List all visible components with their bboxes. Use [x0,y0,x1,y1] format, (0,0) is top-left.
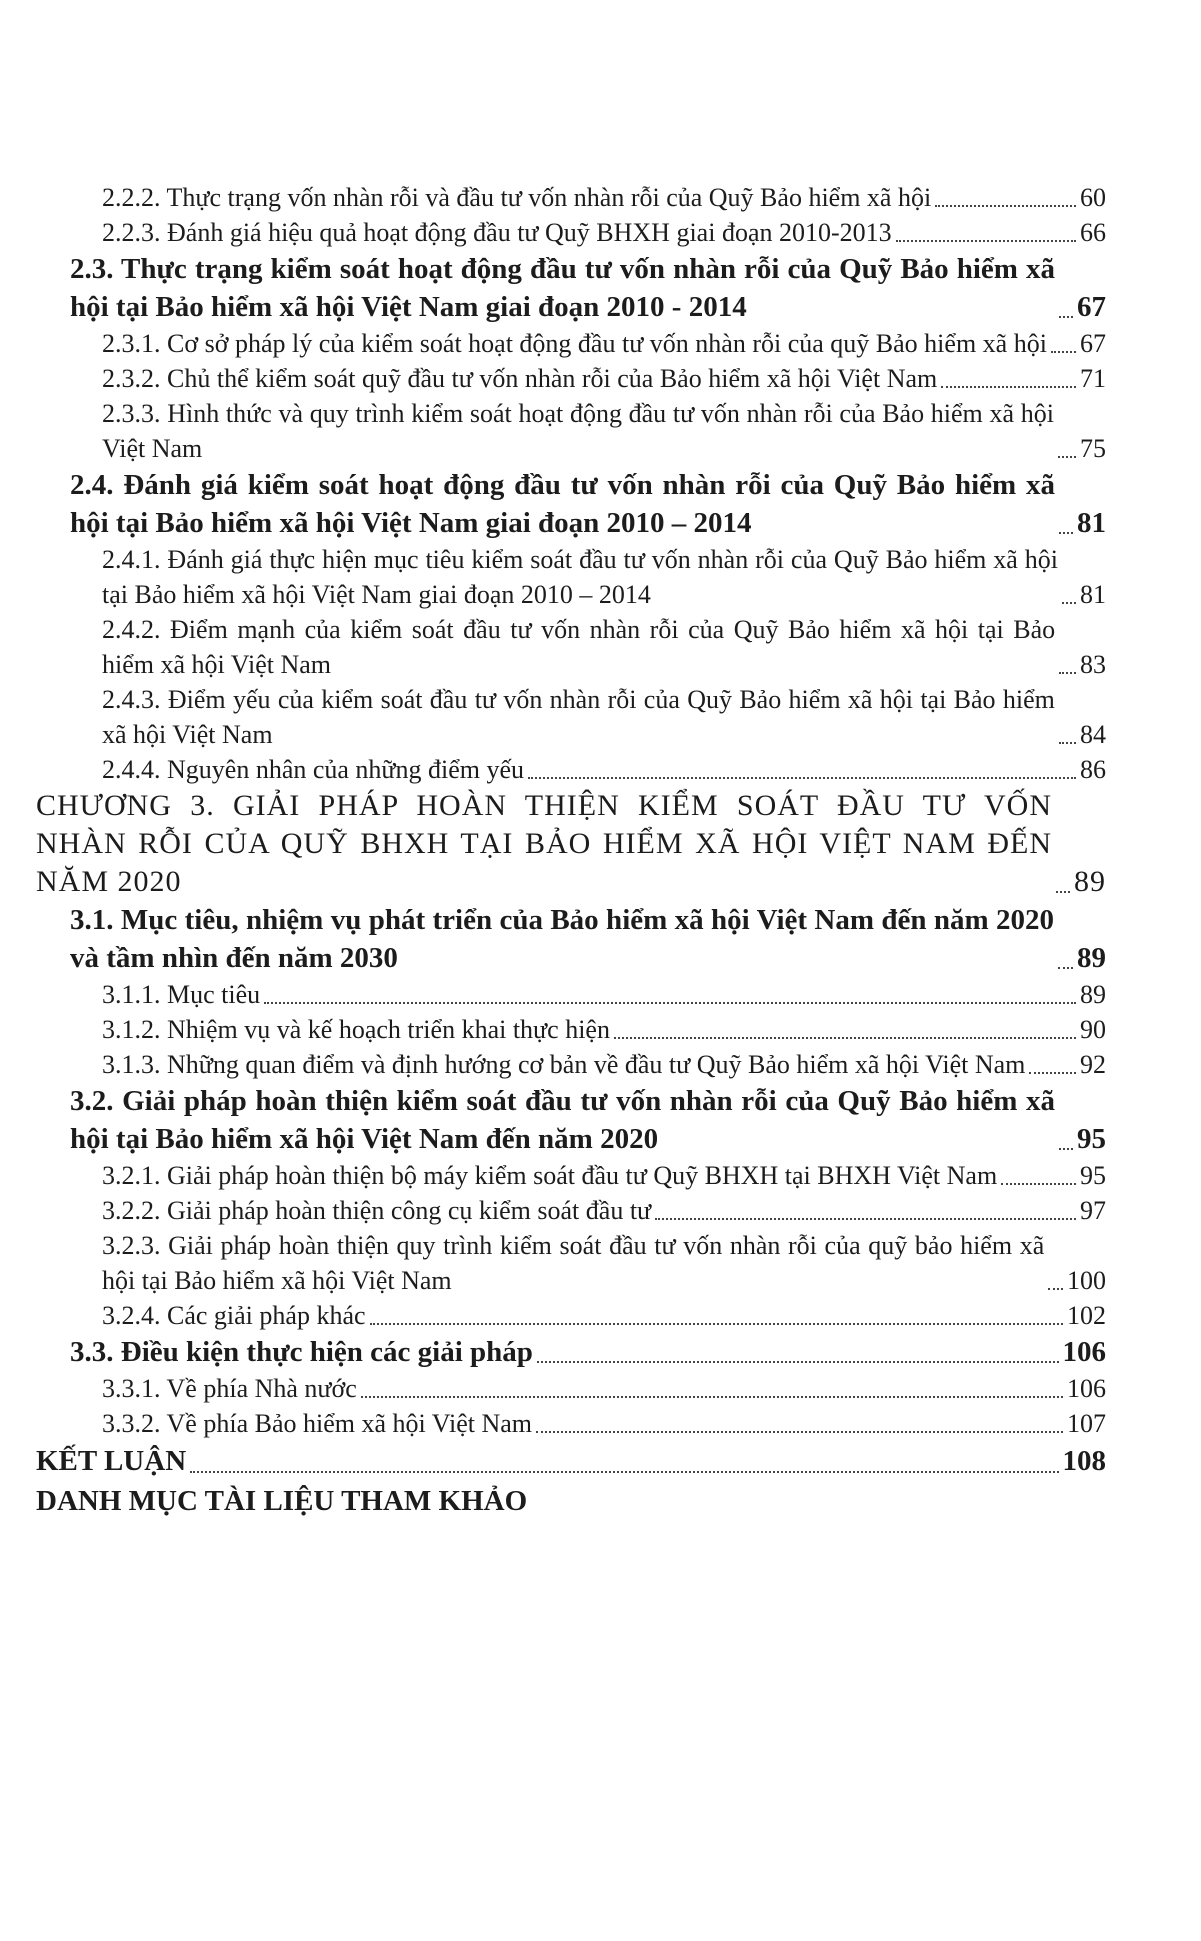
dot-leader [361,1396,1063,1398]
toc-entry[interactable] [36,1193,1106,1228]
toc-entry-title: KẾT LUẬN [36,1445,187,1477]
toc-entry-title: 2.3. Thực trạng kiểm soát hoạt động đầu tư vốn nhàn rỗi của Quỹ Bảo hiểm xã hội tại Bảo hiểm xã hội Việt Nam giai đoạn 2010 - 2014 [70,253,1055,323]
toc-entry-title: 3.1. Mục tiêu, nhiệm vụ phát triển của Bảo hiểm xã hội Việt Nam đến năm 2020 và tầm nhìn đến năm 2030 [70,904,1055,974]
dot-leader [1058,967,1073,969]
dot-leader [1059,316,1073,318]
toc-entry-title: 3.3. Điều kiện thực hiện các giải pháp [70,1336,533,1368]
toc-entry-title: 2.3.1. Cơ sở pháp lý của kiểm soát hoạt động đầu tư vốn nhàn rỗi của quỹ Bảo hiểm xã hội [102,329,1047,358]
toc-entry-title: 3.3.1. Về phía Nhà nước [102,1374,357,1403]
toc-page-number: 95 [1080,1161,1106,1190]
toc-entry-title: 3.2. Giải pháp hoàn thiện kiểm soát đầu tư vốn nhàn rỗi của Quỹ Bảo hiểm xã hội tại Bảo hiểm xã hội Việt Nam đến năm 2020 [70,1085,1055,1155]
toc-entry-title: 3.2.4. Các giải pháp khác [102,1301,366,1330]
dot-leader [1029,1072,1076,1074]
dot-leader [614,1037,1076,1039]
toc-page-number: 83 [1080,650,1106,679]
toc-entry[interactable] [36,180,1106,215]
toc-page-number: 102 [1067,1301,1106,1330]
table-of-contents [36,180,1106,1521]
toc-entry-title: 2.3.3. Hình thức và quy trình kiểm soát hoạt động đầu tư vốn nhàn rỗi của Bảo hiểm xã hội Việt Nam [102,399,1054,463]
toc-page-number: 66 [1080,218,1106,247]
toc-page-number: 89 [1080,980,1106,1009]
dot-leader [1059,672,1076,674]
toc-page-number: 67 [1077,291,1106,323]
toc-page-number: 92 [1080,1050,1106,1079]
dot-leader [1059,742,1076,744]
toc-page-number: 106 [1062,1336,1106,1368]
toc-page-number: 90 [1080,1015,1106,1044]
toc-chapter-heading[interactable] [36,1441,1106,1481]
toc-page-number: 107 [1067,1409,1106,1438]
dot-leader [537,1361,1059,1363]
toc-entry[interactable] [36,612,1106,682]
toc-entry[interactable] [36,1158,1106,1193]
toc-entry-title: 2.4.1. Đánh giá thực hiện mục tiêu kiểm soát đầu tư vốn nhàn rỗi của Quỹ Bảo hiểm xã hội tại Bảo hiểm xã hội Việt Nam giai đoạn 2010 – 2014 [102,545,1058,609]
toc-section-heading[interactable] [36,466,1106,542]
toc-entry[interactable] [36,542,1106,612]
dot-leader [935,205,1076,207]
dot-leader [1001,1183,1076,1185]
toc-section-heading[interactable] [36,1333,1106,1371]
toc-entry-title: 3.2.2. Giải pháp hoàn thiện công cụ kiểm soát đầu tư [102,1196,652,1225]
toc-entry[interactable] [36,752,1106,787]
toc-page-number: 81 [1077,507,1106,539]
toc-entry-title: 3.1.1. Mục tiêu [102,980,261,1009]
toc-page-number: 108 [1062,1445,1106,1477]
dot-leader [1058,456,1076,458]
toc-entry[interactable] [36,215,1106,250]
dot-leader [190,1471,1058,1473]
toc-entry-title: 2.2.2. Thực trạng vốn nhàn rỗi và đầu tư vốn nhàn rỗi của Quỹ Bảo hiểm xã hội [102,183,932,212]
dot-leader [370,1323,1063,1325]
toc-entry-title: 2.4.2. Điểm mạnh của kiểm soát đầu tư vốn nhàn rỗi của Quỹ Bảo hiểm xã hội tại Bảo hiểm xã hội Việt Nam [102,615,1056,679]
toc-page-number: 84 [1080,720,1106,749]
toc-page-number: 95 [1077,1123,1106,1155]
dot-leader [1048,1288,1063,1290]
toc-entry-title: 2.2.3. Đánh giá hiệu quả hoạt động đầu tư Quỹ BHXH giai đoạn 2010-2013 [102,218,892,247]
dot-leader [1059,532,1073,534]
toc-entry[interactable] [36,1298,1106,1333]
dot-leader [1051,351,1076,353]
toc-entry[interactable] [36,1228,1106,1298]
toc-page-number: 97 [1080,1196,1106,1225]
toc-entry[interactable] [36,396,1106,466]
toc-entry-title: 2.4.3. Điểm yếu của kiểm soát đầu tư vốn nhàn rỗi của Quỹ Bảo hiểm xã hội tại Bảo hiểm xã hội Việt Nam [102,685,1055,749]
toc-section-heading[interactable] [36,901,1106,977]
toc-entry-title: 2.4. Đánh giá kiểm soát hoạt động đầu tư vốn nhàn rỗi của Quỹ Bảo hiểm xã hội tại Bảo hiểm xã hội Việt Nam giai đoạn 2010 – 2014 [70,469,1055,539]
dot-leader [264,1002,1076,1004]
toc-page-number: 75 [1080,434,1106,463]
toc-entry-title: 2.3.2. Chủ thể kiểm soát quỹ đầu tư vốn nhàn rỗi của Bảo hiểm xã hội Việt Nam [102,364,938,393]
toc-entry[interactable] [36,326,1106,361]
toc-entry-title: CHƯƠNG 3. GIẢI PHÁP HOÀN THIỆN KIỂM SOÁT ĐẦU TƯ VỐN NHÀN RỖI CỦA QUỸ BHXH TẠI BẢO HIỂM XÃ HỘI VIỆT NAM ĐẾN NĂM 2020 [36,789,1052,898]
toc-page-number: 71 [1080,364,1106,393]
toc-entry[interactable] [36,977,1106,1012]
toc-page-number: 81 [1080,580,1106,609]
toc-entry[interactable] [36,1012,1106,1047]
dot-leader [1056,891,1070,893]
dot-leader [896,240,1076,242]
toc-page-number: 89 [1077,942,1106,974]
toc-page-number: 67 [1080,329,1106,358]
dot-leader [941,386,1076,388]
toc-entry[interactable] [36,1047,1106,1082]
toc-page-number: 86 [1080,755,1106,784]
dot-leader [536,1431,1063,1433]
toc-entry[interactable] [36,361,1106,396]
toc-entry-title: 3.2.3. Giải pháp hoàn thiện quy trình kiểm soát đầu tư vốn nhàn rỗi của quỹ bảo hiểm xã hội tại Bảo hiểm xã hội Việt Nam [102,1231,1045,1295]
dot-leader [655,1218,1076,1220]
toc-page-number: 100 [1067,1266,1106,1295]
toc-entry-title: 3.1.3. Những quan điểm và định hướng cơ bản về đầu tư Quỹ Bảo hiểm xã hội Việt Nam [102,1050,1026,1079]
toc-entry-title: 2.4.4. Nguyên nhân của những điểm yếu [102,755,525,784]
toc-section-heading[interactable] [36,1082,1106,1158]
toc-section-heading[interactable] [36,250,1106,326]
toc-entry[interactable] [36,682,1106,752]
toc-entry-title: DANH MỤC TÀI LIỆU THAM KHẢO [36,1485,528,1517]
toc-entry[interactable] [36,1406,1106,1441]
toc-entry[interactable] [36,1371,1106,1406]
toc-page-number: 60 [1080,183,1106,212]
toc-chapter-heading[interactable] [36,787,1106,901]
toc-entry-title: 3.3.2. Về phía Bảo hiểm xã hội Việt Nam [102,1409,533,1438]
dot-leader [1062,602,1076,604]
toc-chapter-heading[interactable] [36,1481,1106,1521]
toc-entry-title: 3.2.1. Giải pháp hoàn thiện bộ máy kiểm soát đầu tư Quỹ BHXH tại BHXH Việt Nam [102,1161,998,1190]
toc-page-number: 89 [1074,865,1106,898]
toc-page-number: 106 [1067,1374,1106,1403]
toc-entry-title: 3.1.2. Nhiệm vụ và kế hoạch triển khai thực hiện [102,1015,610,1044]
dot-leader [528,777,1076,779]
dot-leader [1059,1148,1073,1150]
